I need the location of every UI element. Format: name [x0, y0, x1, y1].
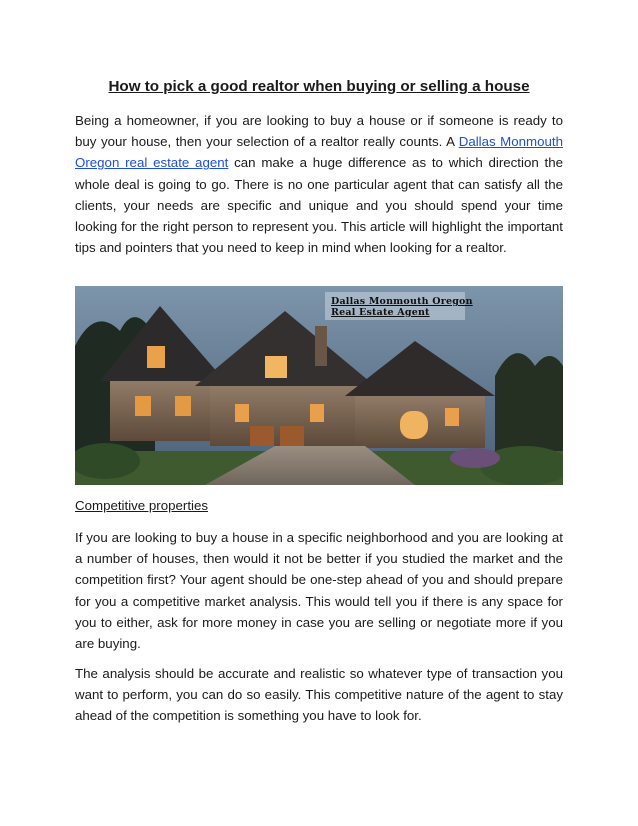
intro-text-before-link: Being a homeowner, if you are looking to buy a house or if someone is ready to buy your house, then your selection of a realtor really counts. A [75, 113, 563, 150]
section-heading: Competitive properties [75, 498, 209, 513]
intro-text-after-link: can make a huge difference as to which direction the whole deal is going to go. There is no one particular agent that can satisfy all the clients, your needs are specific and unique and you should spend your time looking for the right person to represent you. This article will highlight the important tips and pointers that you need to keep in mind when looking for a realtor. [75, 155, 563, 256]
house-illustration [75, 286, 563, 485]
intro-paragraph [75, 110, 563, 258]
body-paragraph-analysis: The analysis should be accurate and realistic so whatever type of transaction you want to perform, you can do so easily. This competitive nature of the agent to stay ahead of the competition is something you have to look for. [75, 666, 563, 724]
caption-line-1: Dallas Monmouth Oregon [331, 296, 473, 307]
caption-line-2: Real Estate Agent [331, 307, 430, 318]
photo-caption [331, 296, 473, 318]
page-title: How to pick a good realtor when buying or selling a house [108, 78, 530, 95]
body-paragraph-competitive: If you are looking to buy a house in a specific neighborhood and you are looking at a number of houses, then would it not be better if you studied the market and the competition first? Your agent should be one-step ahead of you and should prepare for you a competitive market analysis. This would tell you if there is any space for you to either, ask for more money in case you are selling or negotiate more if you are buying. [75, 530, 563, 652]
house-photo [75, 286, 563, 485]
realtor-link[interactable]: Dallas Monmouth Oregon real estate agent [75, 134, 563, 171]
